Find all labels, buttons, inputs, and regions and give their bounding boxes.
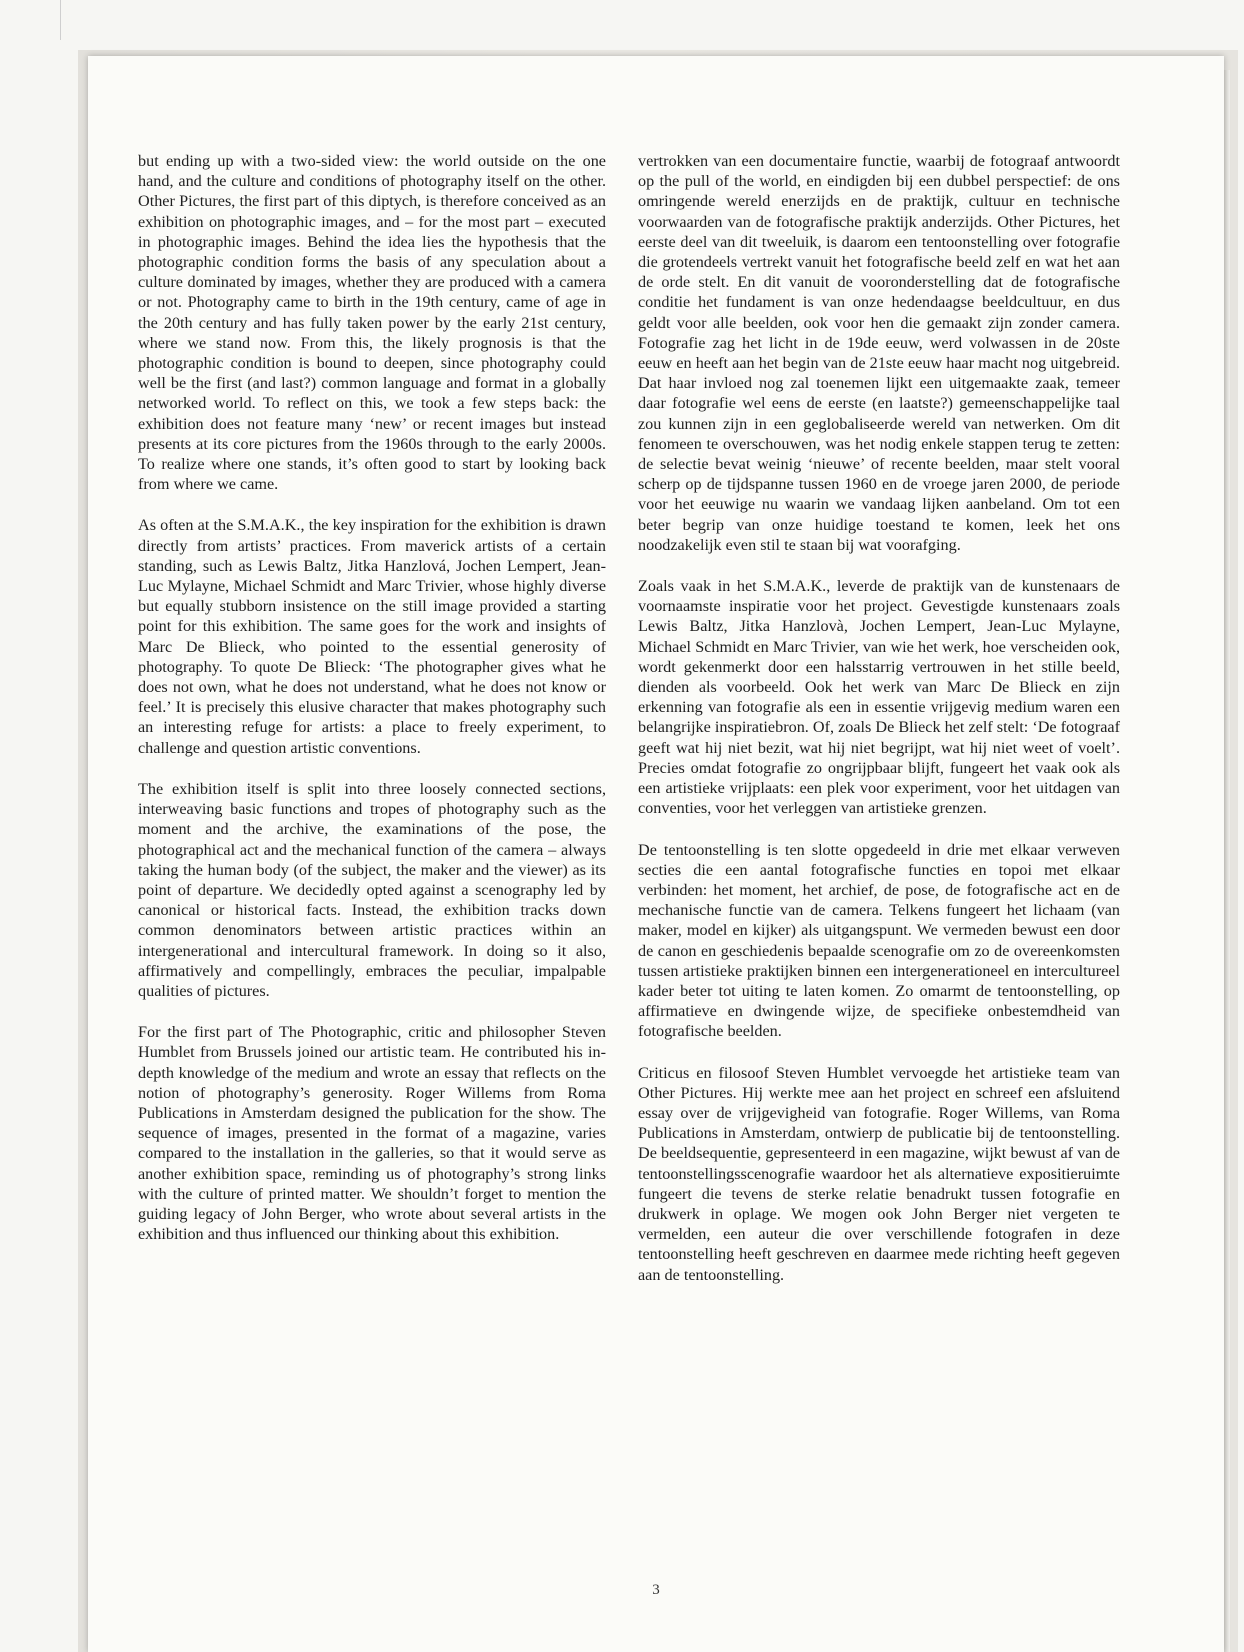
- english-paragraph-1: but ending up with a two-sided view: the world outside on the one hand, and the culture and conditions of photography itself on the other. Other Pictures, the first part of this diptych, is therefore conceived as an exhibition on photographic images, and – for the most part – executed in photographic images. Behind the idea lies the hypothesis that the photographic condition forms the basis of any speculation about a culture dominated by images, whether they are produced with a camera or not. Photography came to birth in the 19th century, came of age in the 20th century and has fully taken power by the early 21st century, where we stand now. From this, the likely prognosis is that the photographic condition is bound to deepen, since photography could well be the first (and last?) common language and format in a globally networked world. To reflect on this, we took a few steps back: the exhibition does not feature many ‘new’ or recent images but instead presents at its core pictures from the 1960s through to the early 2000s. To realize where one stands, it’s often good to start by looking back from where we came.: [138, 152, 606, 494]
- page-edge: [1224, 70, 1230, 1652]
- dutch-column: [638, 151, 1120, 1306]
- dutch-paragraph-2: Zoals vaak in het S.M.A.K., leverde de praktijk van de kunstenaars de voornaamste inspiratie voor het project. Gevestigde kunstenaars zoals Lewis Baltz, Jitka Hanzlovà, Jochen Lempert, Jean-Luc Mylayne, Michael Schmidt en Marc Trivier, van wie het werk, hoe verscheiden ook, wordt gekenmerkt door een halsstarrig vertrouwen in het stille beeld, dienden als voorbeeld. Ook het werk van Marc De Blieck en zijn erkenning van fotografie als een in essentie vrijgevig medium waren een belangrijke inspiratiebron. Of, zoals De Blieck het zelf stelt: ‘De fotograaf geeft wat hij niet bezit, wat hij niet begrijpt, wat hij niet weet of voelt’. Precies omdat fotografie zo ongrijpbaar blijft, fungeert het vaak ook als een artistieke vrijplaats: een plek voor experiment, voor het uitdagen van conventies, voor het verleggen van artistieke grenzen.: [638, 577, 1120, 818]
- dutch-paragraph-1: vertrokken van een documentaire functie, waarbij de fotograaf antwoordt op the pull of the world, en eindigden bij een dubbel perspectief: de ons omringende wereld enerzijds en de praktijk, cultuur en technische voorwaarden van de fotografische praktijk anderzijds. Other Pictures, het eerste deel van dit tweeluik, is daarom een tentoonstelling over fotografie die grotendeels vertrekt vanuit het fotografische beeld zelf en wat het aan de orde stelt. En dit vanuit de vooronderstelling dat de fotografische conditie het fundament is van onze hedendaagse beeldcultuur, en dus geldt voor alle beelden, ook voor hen die gemaakt zijn zonder camera. Fotografie zag het licht in de 19de eeuw, werd volwassen in de 20ste eeuw en heeft aan het begin van de 21ste eeuw haar macht nog uitgebreid. Dat haar invloed nog zal toenemen lijkt een uitgemaakte zaak, temeer daar fotografie wel eens de eerste (en laatste?) gemeenschappelijke taal zou kunnen zijn in een geglobaliseerde wereld van netwerken. Om dit fenomeen te overschouwen, was het nodig enkele stappen terug te zetten: de selectie bevat weinig ‘nieuwe’ of recente beelden, maar stelt vooral scherp op de tijdspanne tussen 1960 en de vroege jaren 2000, de periode voor het eeuwige nu waarin we vandaag lijken aanbeland. Om tot een beter begrip van onze huidige toestand te komen, leek het ons noodzakelijk even stil te staan bij wat voorafging.: [638, 152, 1120, 554]
- scanner-edge-mark: [0, 0, 61, 40]
- page-number: 3: [652, 1582, 660, 1598]
- dutch-paragraph-3: De tentoonstelling is ten slotte opgedeeld in drie met elkaar verweven secties die een aantal fotografische functies en topoi met elkaar verbinden: het moment, het archief, de pose, de fotografische act en de mechanische functie van de camera. Telkens fungeert het lichaam (van maker, model en kijker) als uitgangspunt. We vermeden bewust een door de canon en geschiedenis bepaalde scenografie om zo de overeenkomsten tussen artistieke praktijken binnen een intergenerationeel en intercultureel kader beter tot uiting te laten komen. Zo omarmt de tentoonstelling, op affirmatieve en dwingende wijze, de specifieke onbestemdheid van fotografische beelden.: [638, 840, 1120, 1041]
- english-paragraph-2: As often at the S.M.A.K., the key inspiration for the exhibition is drawn directly from artists’ practices. From maverick artists of a certain standing, such as Lewis Baltz, Jitka Hanzlová, Jochen Lempert, Jean-Luc Mylayne, Michael Schmidt and Marc Trivier, whose highly diverse but equally stubborn insistence on the still image provided a starting point for this exhibition. The same goes for the work and insights of Marc De Blieck, who pointed to the essential generosity of photography. To quote De Blieck: ‘The photographer gives what he does not own, what he does not understand, what he does not know or feel.’ It is precisely this elusive character that makes photography such an interesting refuge for artists: a place to freely experiment, to challenge and question artistic conventions.: [138, 516, 606, 757]
- english-column: [138, 151, 606, 1265]
- document-page: [88, 56, 1224, 1652]
- english-paragraph-3: The exhibition itself is split into three loosely connected sections, interweaving basic functions and tropes of photography such as the moment and the archive, the examinations of the pose, the photographical act and the mechanical function of the camera – always taking the human body (of the subject, the maker and the viewer) as its point of departure. We decidedly opted against a scenography led by canonical or historical facts. Instead, the exhibition tracks down common denominators between artistic practices within an intergenerational and intercultural framework. In doing so it also, affirmatively and compellingly, embraces the peculiar, impalpable qualities of pictures.: [138, 779, 606, 1000]
- dutch-paragraph-4: Criticus en filosoof Steven Humblet vervoegde het artistieke team van Other Pictures. Hij werkte mee aan het project en schreef een afsluitend essay over de vrijgevigheid van fotografie. Roger Willems, van Roma Publications in Amsterdam, ontwierp de publicatie bij de tentoonstelling. De beeldsequentie, gepresenteerd in een magazine, wijkt bewust af van de tentoonstellingsscenografie waardoor het als alternatieve expositieruimte fungeert die tevens de sterke relatie benadrukt tussen fotografie en drukwerk in oplage. We mogen ook John Berger niet vergeten te vermelden, een auteur die over verschillende fotografen in deze tentoonstelling heeft geschreven en daarmee mede richting heeft gegeven aan de tentoonstelling.: [638, 1063, 1120, 1284]
- english-paragraph-4: For the first part of The Photographic, critic and philosopher Steven Humblet from Brussels joined our artistic team. He contributed his in-depth knowledge of the medium and wrote an essay that reflects on the notion of photography’s generosity. Roger Willems from Roma Publications in Amsterdam designed the publication for the show. The sequence of images, presented in the format of a magazine, varies compared to the installation in the galleries, so that it would serve as another exhibition space, reminding us of photography’s strong links with the culture of printed matter. We shouldn’t forget to mention the guiding legacy of John Berger, who wrote about several artists in the exhibition and thus influenced our thinking about this exhibition.: [138, 1023, 606, 1244]
